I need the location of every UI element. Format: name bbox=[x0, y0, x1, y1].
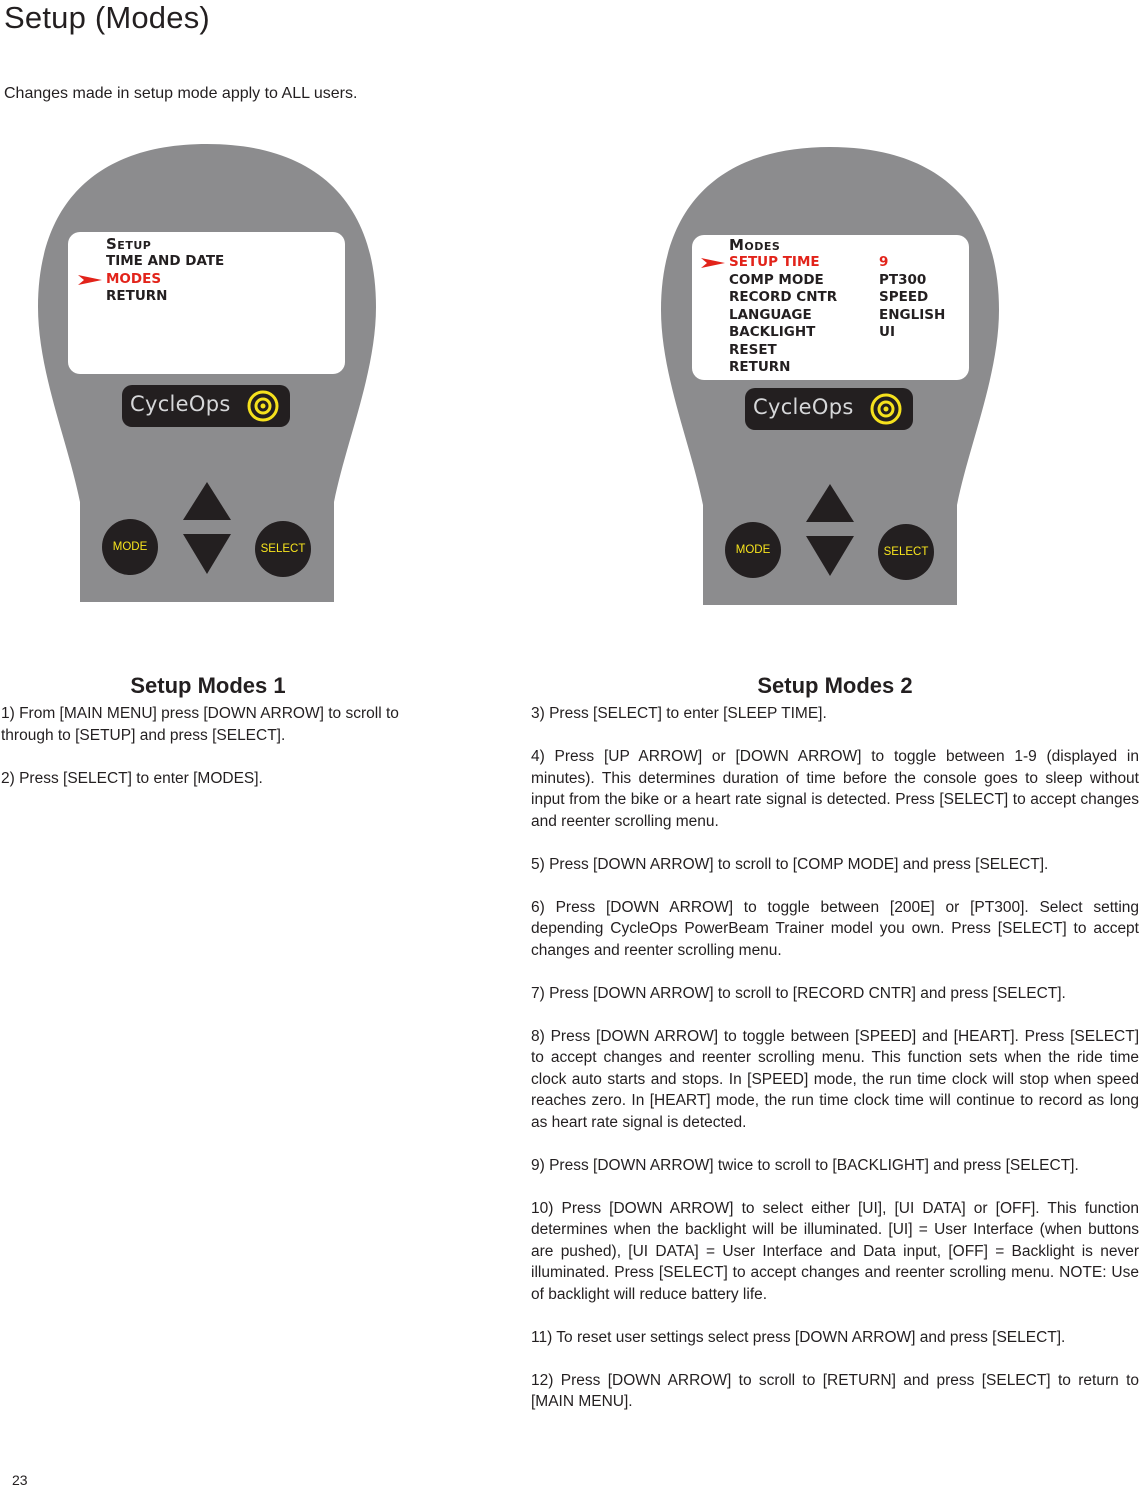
logo-text: CycleOps bbox=[130, 392, 231, 416]
lcd-screen bbox=[692, 235, 969, 380]
menu-item-time-and-date bbox=[106, 253, 224, 271]
up-arrow-button[interactable] bbox=[806, 484, 854, 522]
menu-item-label: RETURN bbox=[729, 359, 791, 375]
menu-item-value: UI bbox=[879, 324, 895, 340]
screen-title: Setup bbox=[106, 235, 152, 253]
cycleops-swirl-icon bbox=[869, 392, 903, 426]
lcd-screen bbox=[68, 232, 345, 374]
menu-item-return bbox=[729, 359, 959, 377]
pointer-arrow-icon bbox=[78, 275, 102, 285]
section-setup-modes-2 bbox=[531, 673, 1139, 1434]
menu-item-value: PT300 bbox=[879, 271, 927, 288]
menu-item-label: RECORD CNTR bbox=[729, 289, 838, 305]
mode-button[interactable]: MODE bbox=[725, 522, 781, 578]
menu-item-value: 9 bbox=[879, 254, 889, 270]
menu-item-label: RESET bbox=[729, 341, 777, 358]
step-text: 9) Press [DOWN ARROW] twice to scroll to [BACKLIGHT] and press [SELECT]. bbox=[531, 1156, 1079, 1174]
cycleops-swirl-icon bbox=[246, 389, 280, 423]
menu-item-label: LANGUAGE bbox=[729, 306, 812, 323]
menu-item-label: BACKLIGHT bbox=[729, 324, 816, 340]
logo-text: CycleOps bbox=[753, 395, 854, 419]
menu-item-reset bbox=[729, 342, 959, 360]
select-button[interactable]: SELECT bbox=[878, 524, 934, 580]
section-setup-modes-1 bbox=[0, 673, 420, 811]
step-text: 11) To reset user settings select press [DOWN ARROW] and press [SELECT]. bbox=[531, 1328, 1066, 1346]
step-text: 12) Press [DOWN ARROW] to scroll to [RETURN] and press [SELECT] to return to [MAIN MENU]. bbox=[531, 1371, 1139, 1410]
step-text: 7) Press [DOWN ARROW] to scroll to [RECORD CNTR] and press [SELECT]. bbox=[531, 984, 1066, 1002]
cycleops-logo bbox=[745, 388, 913, 430]
step-text: 3) Press [SELECT] to enter [SLEEP TIME]. bbox=[531, 705, 827, 722]
menu-item-comp-mode bbox=[729, 272, 959, 290]
menu-item-return bbox=[106, 288, 224, 306]
intro-text: Changes made in setup mode apply to ALL users. bbox=[4, 85, 358, 102]
mode-button[interactable]: MODE bbox=[102, 519, 158, 575]
step-text: 10) Press [DOWN ARROW] to select either [UI], [UI DATA] or [OFF]. This function determines when the backlight will be illuminated. [UI] = User Interface (when buttons are pushed), [UI DATA] = User Interface and Data input, [OFF] = Backlight is never illuminated. Press [SELECT] to accept changes and reenter scrolling menu. NOTE: Use of backlight will reduce battery life. bbox=[531, 1199, 1139, 1303]
page-title: Setup (Modes) bbox=[4, 0, 210, 35]
step-text: 2) Press [SELECT] to enter [MODES]. bbox=[1, 769, 263, 787]
step-text: 5) Press [DOWN ARROW] to scroll to [COMP MODE] and press [SELECT]. bbox=[531, 855, 1049, 873]
step-text: 8) Press [DOWN ARROW] to toggle between [SPEED] and [HEART]. Press [SELECT] to accept changes and reenter scrolling menu. This function sets when the ride time clock auto starts and stops. In [SPEED] mode, the run time clock will stop when speed reaches zero. In [HEART] mode, the run time clock time will continue to record as long as heart rate signal is detected. bbox=[531, 1027, 1139, 1131]
page-number: 23 bbox=[12, 1472, 28, 1488]
menu-item-backlight bbox=[729, 324, 959, 342]
section-title: Setup Modes 1 bbox=[130, 673, 286, 698]
device-illustration-modes bbox=[661, 145, 999, 607]
menu-item-value: SPEED bbox=[879, 289, 929, 305]
menu-item-label: RETURN bbox=[106, 288, 168, 304]
cycleops-logo bbox=[122, 385, 290, 427]
menu-item-value: ENGLISH bbox=[879, 306, 946, 323]
menu-item-label: SETUP TIME bbox=[729, 254, 820, 270]
step-text: 6) Press [DOWN ARROW] to toggle between [200E] or [PT300]. Select setting depending CycleOps PowerBeam Trainer model you own. Press [SELECT] to accept changes and reenter scrolling menu. bbox=[531, 898, 1139, 959]
menu-item-label: MODES bbox=[106, 270, 162, 287]
menu-item-language bbox=[729, 307, 959, 325]
menu-item-label: TIME AND DATE bbox=[106, 253, 225, 269]
menu-item-setup-time bbox=[729, 254, 959, 272]
device-illustration-setup bbox=[38, 142, 376, 604]
section-title: Setup Modes 2 bbox=[757, 673, 913, 698]
down-arrow-button[interactable] bbox=[183, 534, 231, 574]
step-text: 1) From [MAIN MENU] press [DOWN ARROW] to scroll to through to [SETUP] and press [SELECT]. bbox=[1, 705, 399, 744]
pointer-arrow-icon bbox=[701, 258, 725, 268]
up-arrow-button[interactable] bbox=[183, 482, 231, 520]
step-text: 4) Press [UP ARROW] or [DOWN ARROW] to toggle between 1-9 (displayed in minutes). This determines duration of time before the console goes to sleep without input from the bike or a heart rate signal is detected. Press [SELECT] to accept changes and reenter scrolling menu. bbox=[531, 748, 1139, 830]
down-arrow-button[interactable] bbox=[806, 536, 854, 576]
menu-item-record-cntr bbox=[729, 289, 959, 307]
menu-item-modes bbox=[106, 271, 224, 289]
menu-item-label: COMP MODE bbox=[729, 271, 824, 288]
select-button[interactable]: SELECT bbox=[255, 521, 311, 577]
screen-title: Modes bbox=[729, 236, 781, 254]
